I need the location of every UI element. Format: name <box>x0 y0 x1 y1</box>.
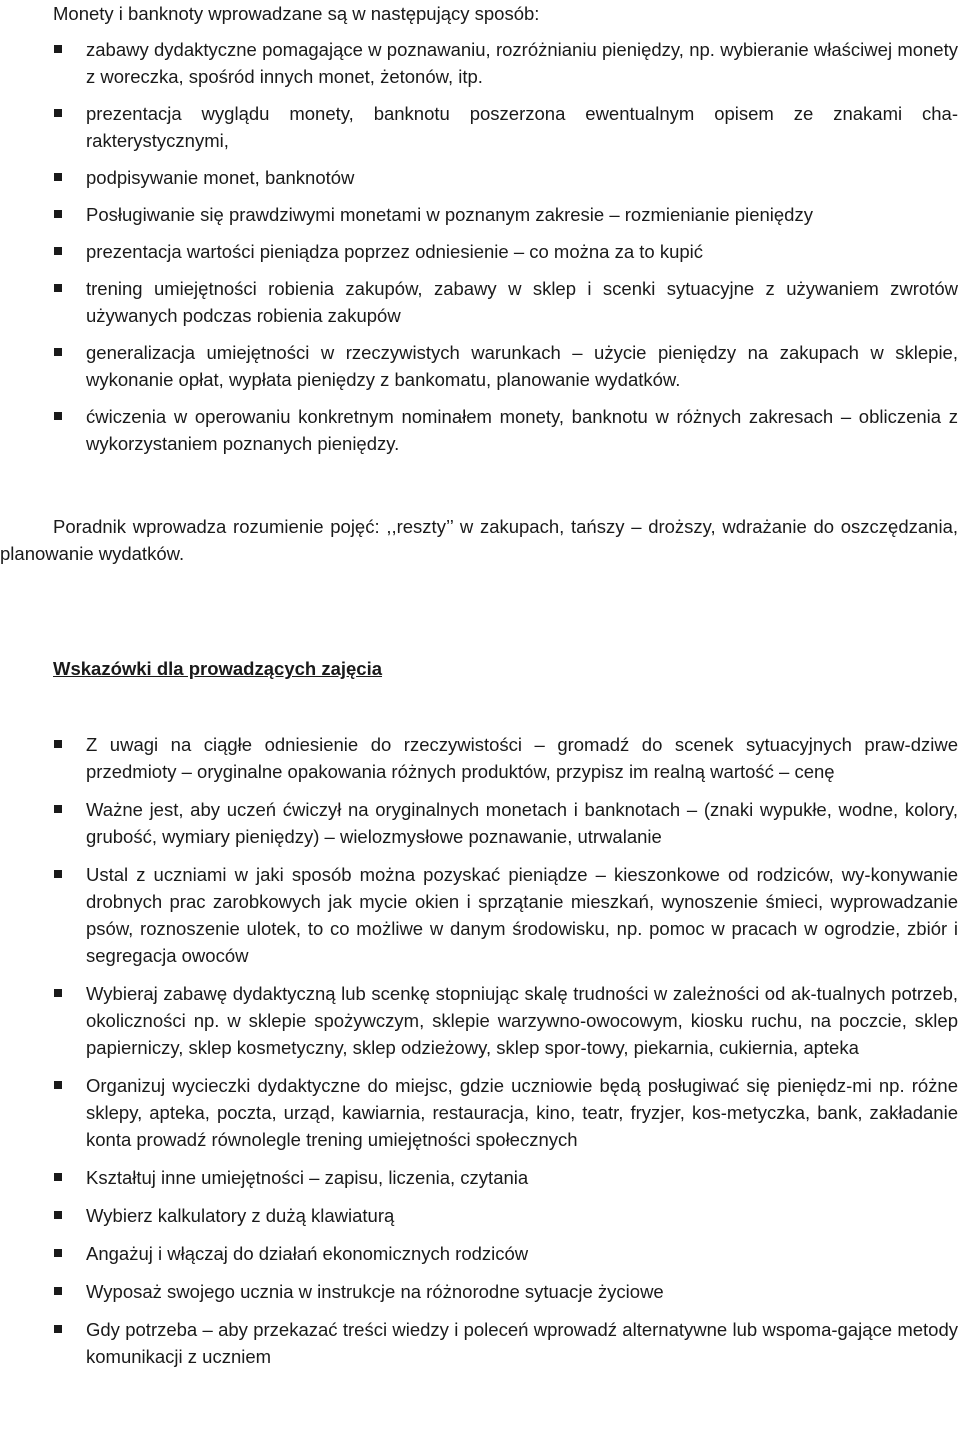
bullet-square-icon <box>54 109 62 117</box>
tips-list <box>53 731 958 1381</box>
list-item-text: Wyposaż swojego ucznia w instrukcje na różnorodne sytuacje życiowe <box>86 1281 664 1302</box>
list-item-text: prezentacja wartości pieniądza poprzez odniesienie – co można za to kupić <box>86 241 704 262</box>
list-item-text: podpisywanie monet, banknotów <box>86 167 355 188</box>
bullet-square-icon <box>54 348 62 356</box>
list-item <box>53 980 958 1061</box>
list-item <box>53 861 958 969</box>
list-item <box>53 731 958 785</box>
list-item-text: Ważne jest, aby uczeń ćwiczył na oryginalnych monetach i banknotach – (znaki wypukłe, wodne, kolory, grubość, wymiary pieniędzy) – wielozmysłowe poznawanie, utrwalanie <box>86 799 958 847</box>
bullet-square-icon <box>54 1249 62 1257</box>
list-item-text: trening umiejętności robienia zakupów, zabawy w sklep i scenki sytuacyjne z używaniem zwrotów używanych podczas robienia zakupów <box>86 278 958 326</box>
list-item-text: Gdy potrzeba – aby przekazać treści wiedzy i poleceń wprowadź alternatywne lub wspoma-gające metody komunikacji z uczniem <box>86 1319 958 1367</box>
list-item-text: Wybieraj zabawę dydaktyczną lub scenkę stopniując skalę trudności w zależności od ak-tualnych potrzeb, okoliczności np. w sklepie spożywczym, sklepie warzywno-owocowym, kiosku ruchu, na poczcie, sklep papierniczy, sklep kosmetyczny, sklep odzieżowy, sklep spor-towy, piekarnia, cukiernia, apteka <box>86 983 958 1058</box>
bullet-square-icon <box>54 45 62 53</box>
bullet-square-icon <box>54 284 62 292</box>
bullet-square-icon <box>54 412 62 420</box>
list-item <box>53 1202 958 1229</box>
bullet-square-icon <box>54 1173 62 1181</box>
bullet-square-icon <box>54 870 62 878</box>
list-item <box>53 339 958 393</box>
list-item <box>53 100 958 154</box>
section-heading: Wskazówki dla prowadzących zajęcia <box>53 658 383 679</box>
list-item-text: Kształtuj inne umiejętności – zapisu, liczenia, czytania <box>86 1167 529 1188</box>
list-item-text: Ustal z uczniami w jaki sposób można pozyskać pieniądze – kieszonkowe od rodziców, wy-konywanie drobnych prac zarobkowych jak mycie okien i sprzątanie mieszkań, wynoszenie śmieci, wyprowadzanie psów, roznoszenie ulotek, to co możliwe w danym środowisku, np. pomoc w pracach w ogrodzie, zbiór i segregacja owoców <box>86 864 958 966</box>
bullet-square-icon <box>54 247 62 255</box>
list-item <box>53 403 958 457</box>
bullet-square-icon <box>54 1211 62 1219</box>
list-item <box>53 201 958 228</box>
intro-line: Monety i banknoty wprowadzane są w następujący sposób: <box>53 3 540 24</box>
list-item <box>53 796 958 850</box>
bullet-square-icon <box>54 805 62 813</box>
list-item <box>53 1072 958 1153</box>
list-item-text: Organizuj wycieczki dydaktyczne do miejsc, gdzie uczniowie będą posługiwać się pieniędz-mi np. różne sklepy, apteka, poczta, urząd, kawiarnia, restauracja, kino, teatr, fryzjer, kos-metyczka, bank, zakładanie konta prowadź równolegle trening umiejętności społecznych <box>86 1075 958 1150</box>
list-item <box>53 1278 958 1305</box>
list-item-text: ćwiczenia w operowaniu konkretnym nominałem monety, banknotu w różnych zakresach – obliczenia z wykorzystaniem poznanych pieniędzy. <box>86 406 958 454</box>
list-item-text: Wybierz kalkulatory z dużą klawiaturą <box>86 1205 395 1226</box>
list-item <box>53 275 958 329</box>
methods-list <box>53 36 958 467</box>
guide-paragraph: Poradnik wprowadza rozumienie pojęć: ,,reszty’’ w zakupach, tańszy – droższy, wdrażanie do oszczędzania, planowanie wydatków. <box>0 516 958 564</box>
list-item-text: generalizacja umiejętności w rzeczywistych warunkach – użycie pieniędzy na zakupach w sklepie, wykonanie opłat, wypłata pieniędzy z bankomatu, planowanie wydatków. <box>86 342 958 390</box>
list-item <box>53 1240 958 1267</box>
bullet-square-icon <box>54 740 62 748</box>
bullet-square-icon <box>54 989 62 997</box>
bullet-square-icon <box>54 1325 62 1333</box>
list-item-text: Angażuj i włączaj do działań ekonomicznych rodziców <box>86 1243 529 1264</box>
list-item-text: Z uwagi na ciągłe odniesienie do rzeczywistości – gromadź do scenek sytuacyjnych praw-dziwe przedmioty – oryginalne opakowania różnych produktów, przypisz im realną wartość – cenę <box>86 734 958 782</box>
list-item <box>53 1164 958 1191</box>
bullet-square-icon <box>54 1287 62 1295</box>
bullet-square-icon <box>54 173 62 181</box>
list-item-text: prezentacja wyglądu monety, banknotu poszerzona ewentualnym opisem ze znakami cha-rakterystycznymi, <box>86 103 958 151</box>
bullet-square-icon <box>54 210 62 218</box>
list-item <box>53 1316 958 1370</box>
list-item-text: Posługiwanie się prawdziwymi monetami w poznanym zakresie – rozmienianie pieniędzy <box>86 204 813 225</box>
list-item <box>53 238 958 265</box>
bullet-square-icon <box>54 1081 62 1089</box>
list-item <box>53 164 958 191</box>
list-item-text: zabawy dydaktyczne pomagające w poznawaniu, rozróżnianiu pieniędzy, np. wybieranie właściwej monety z woreczka, spośród innych monet, żetonów, itp. <box>86 39 958 87</box>
list-item <box>53 36 958 90</box>
